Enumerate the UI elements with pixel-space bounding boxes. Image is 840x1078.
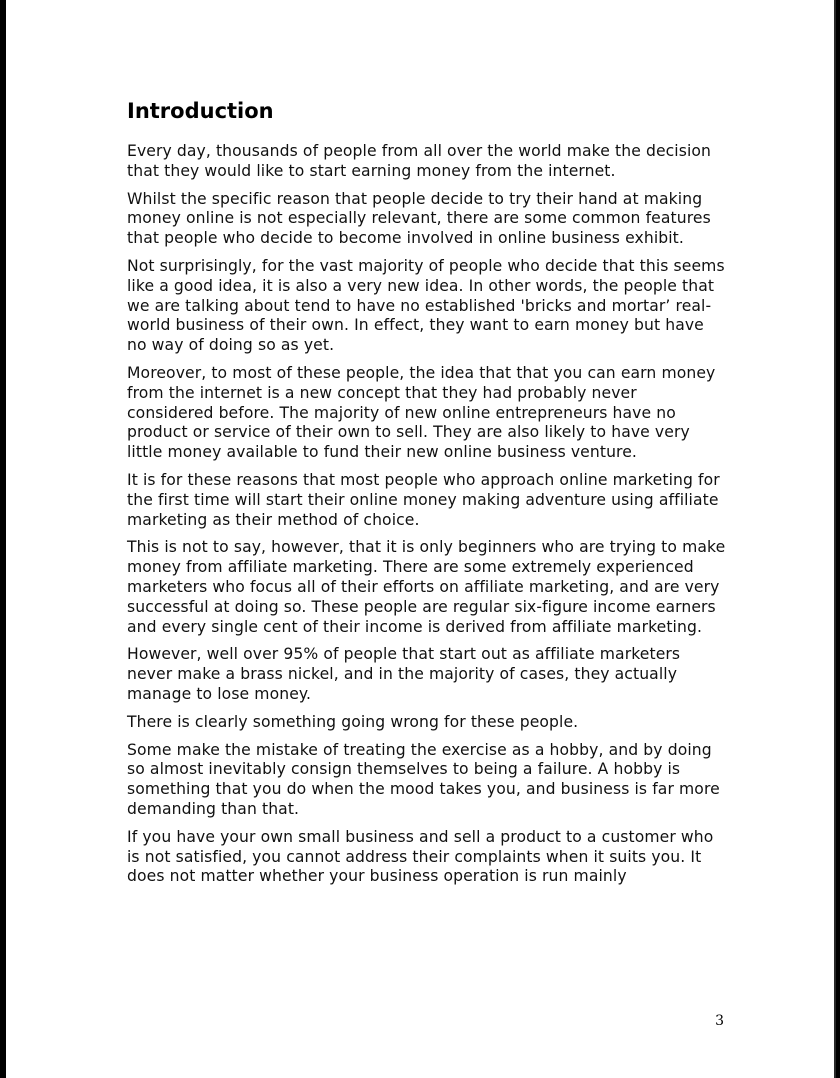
paragraph: However, well over 95% of people that start out as affiliate marketers never make a brass nickel, and in the majority of cases, they actually manage to lose money. bbox=[127, 645, 681, 703]
page-number: 3 bbox=[715, 1013, 724, 1029]
paragraph: Moreover, to most of these people, the idea that that you can earn money from the internet is a new concept that they had probably never considered before. The majority of new online entrepreneurs have no product or service of their own to sell. They are also likely to have very little money available to fund their new online business venture. bbox=[127, 363, 716, 462]
paragraph: Whilst the specific reason that people decide to try their hand at making money online is not especially relevant, there are some common features that people who decide to become involved in online business exhibit. bbox=[127, 189, 711, 248]
paragraph: It is for these reasons that most people who approach online marketing for the first time will start their online money making adventure using affiliate marketing as their method of choice. bbox=[127, 470, 720, 529]
document-page bbox=[6, 0, 834, 1078]
paragraph: Some make the mistake of treating the exercise as a hobby, and by doing so almost inevitably consign themselves to being a failure. A hobby is something that you do when the mood takes you, and business is far more demanding than that. bbox=[127, 740, 720, 818]
paragraph: There is clearly something going wrong for these people. bbox=[127, 712, 579, 731]
paragraph: Not surprisingly, for the vast majority of people who decide that this seems like a good idea, it is also a very new idea. In other words, the people that we are talking about tend to have no established 'bricks and mortar’ real-world business of their own. In effect, they want to earn money but have no way of doing so as yet. bbox=[127, 256, 725, 355]
paragraph: If you have your own small business and sell a product to a customer who is not satisfied, you cannot address their complaints when it suits you. It does not matter whether your business operation is run mainly bbox=[127, 827, 714, 886]
paragraph: This is not to say, however, that it is only beginners who are trying to make money from affiliate marketing. There are some extremely experienced marketers who focus all of their efforts on affiliate marketing, and are very successful at doing so. These people are regular six-figure income earners and every single cent of their income is derived from affiliate marketing. bbox=[127, 538, 726, 636]
page-content bbox=[127, 94, 727, 895]
paragraph: Every day, thousands of people from all over the world make the decision that they would like to start earning money from the internet. bbox=[127, 142, 712, 180]
section-heading: Introduction bbox=[127, 99, 274, 123]
